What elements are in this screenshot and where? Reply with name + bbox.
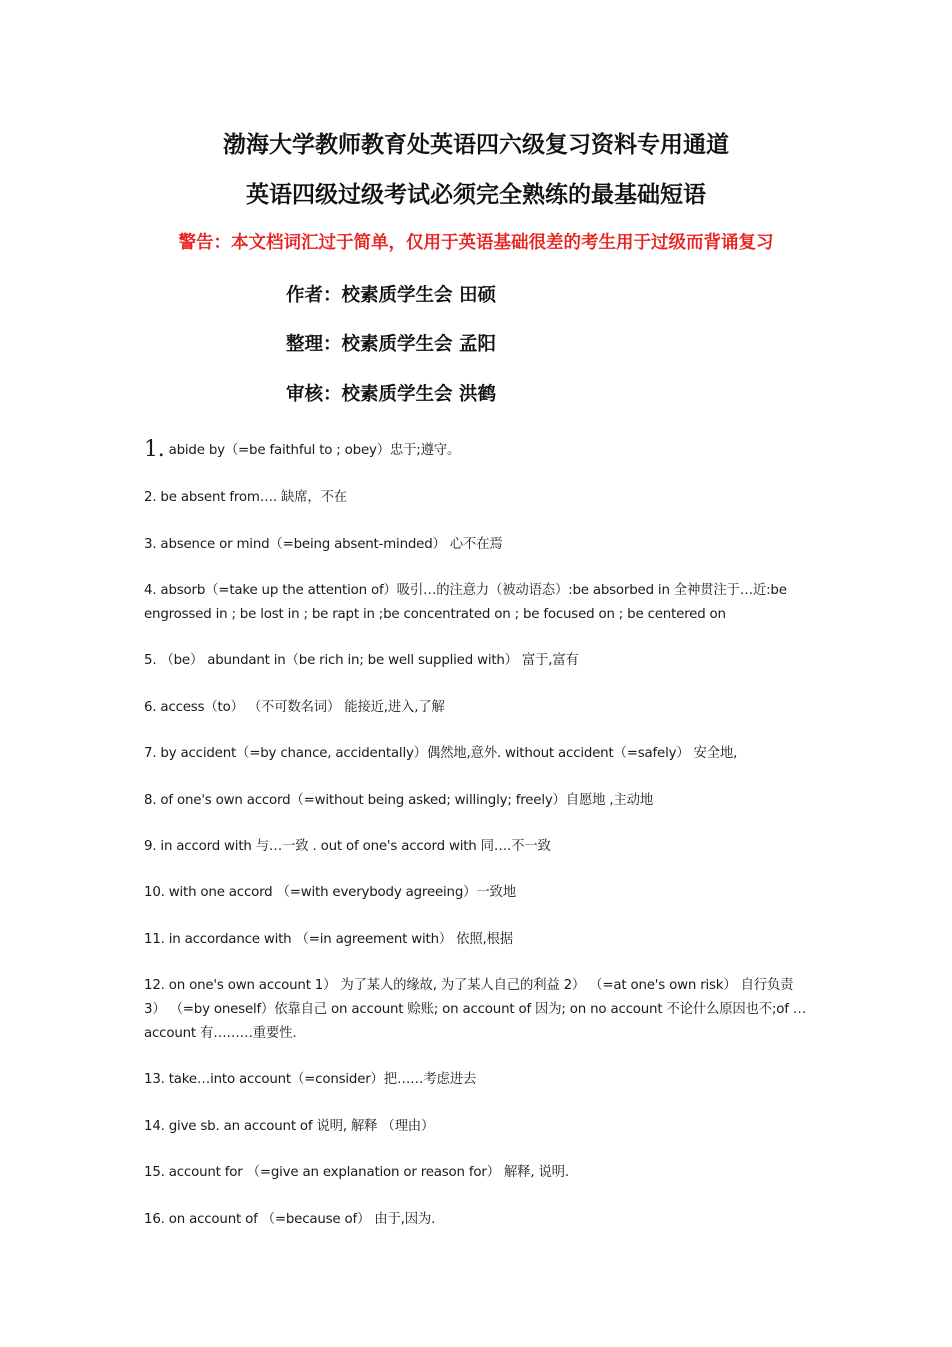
list-item: 13. take…into account（=consider）把……考虑进去 <box>144 1072 477 1087</box>
list-item: 16. on account of （=because of） 由于,因为. <box>144 1212 436 1227</box>
author-credit: 作者：校素质学生会 田硕 <box>286 285 496 306</box>
list-item: 7. by accident（=by chance, accidentally）偶然地,意外. without accident（=safely） 安全地, <box>144 746 738 761</box>
list-item: 5. （be） abundant in（be rich in; be well supplied with） 富于,富有 <box>144 653 579 668</box>
item-number: 1. <box>144 437 165 462</box>
list-item: 12. on one's own account 1） 为了某人的缘故, 为了某人自己的利益 2） （=at one's own risk） 自行负责 3） （=by oneself）依靠自己 on account 赊账; on account of 因为; on no account 不论什么原因也不;of …account 有………重要性. <box>144 978 807 1041</box>
list-item <box>144 438 812 463</box>
document-title: 渤海大学教师教育处英语四六级复习资料专用通道 <box>223 132 729 158</box>
list-item: 8. of one's own accord（=without being asked; willingly; freely）自愿地 ,主动地 <box>144 793 654 808</box>
list-item: 6. access（to） （不可数名词） 能接近,进入,了解 <box>144 700 445 715</box>
list-item: 14. give sb. an account of 说明, 解释 （理由） <box>144 1119 435 1134</box>
list-item: 10. with one accord （=with everybody agreeing）一致地 <box>144 885 516 900</box>
list-item: 2. be absent from…. 缺席，不在 <box>144 490 347 505</box>
reviewer-credit: 审核：校素质学生会 洪鹤 <box>286 384 496 405</box>
warning-notice: 警告：本文档词汇过于简单，仅用于英语基础很差的考生用于过级而背诵复习 <box>178 233 774 253</box>
document-subtitle: 英语四级过级考试必须完全熟练的最基础短语 <box>246 182 706 208</box>
list-item: 9. in accord with 与…一致 . out of one's accord with 同….不一致 <box>144 839 551 854</box>
editor-credit: 整理：校素质学生会 孟阳 <box>286 334 496 355</box>
list-item: 3. absence or mind（=being absent-minded） 心不在焉 <box>144 537 503 552</box>
list-item: 11. in accordance with （=in agreement with） 依照,根据 <box>144 932 513 947</box>
list-item: 15. account for （=give an explanation or reason for） 解释, 说明. <box>144 1165 569 1180</box>
item-text: abide by（=be faithful to ; obey）忠于;遵守。 <box>168 443 461 458</box>
list-item: 4. absorb（=take up the attention of）吸引…的注意力（被动语态）:be absorbed in 全神贯注于…近:be engrossed in ; be lost in ; be rapt in ;be concentrated on ; be focused on ; be centered on <box>144 583 787 622</box>
